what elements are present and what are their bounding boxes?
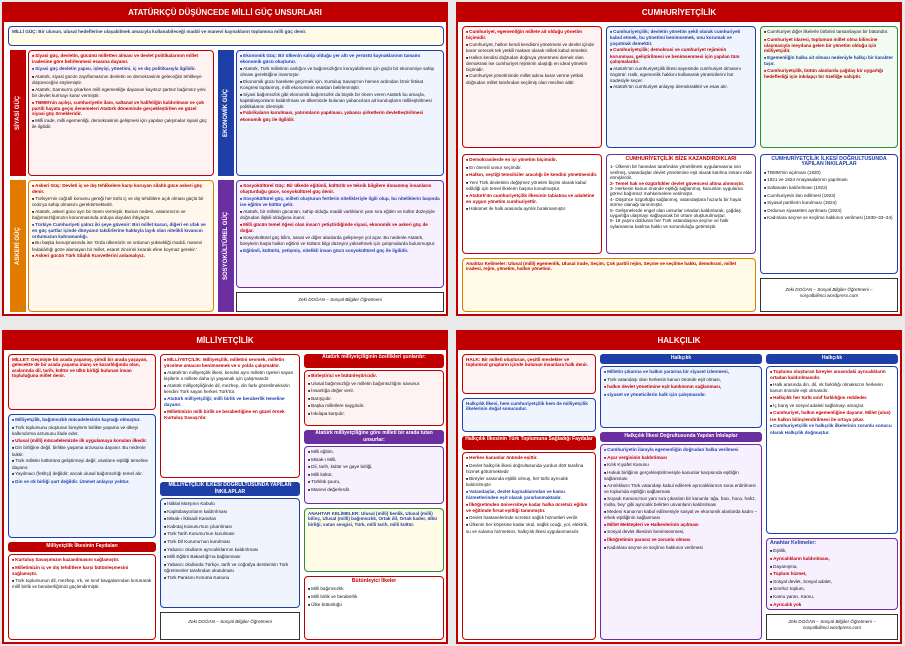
list-item: ■ Toplum hizmet, <box>770 571 894 577</box>
list-item: ■ Cumhuriyetçilik, bütün alanlarda çağdaş bir uygarlığı hedeflediği için inkılapçı bir özelliğe sahiptir. <box>764 68 894 80</box>
list-item: ■ Milli gücün temel öğesi olan insan'ı yetiştirdiğinde siyasi, ekonomik ve askeri güç de doğar. <box>240 222 440 234</box>
list-item: ■ Soyadı Kanunu'nun yanı sıra çıkarılan bir kanunla 'ağa, hacı, hoca, hafız, molla, bey' gibi ayrıcalık belirten unvanların kaldırılması <box>604 496 758 508</box>
list-item: ■ Kılık Kıyafet Kanunu <box>604 462 758 468</box>
list-item: ■ Sosyal devlet ilkesinin benimsenmesi, <box>604 529 758 535</box>
list-item: ■ Atatürk'ün cumhuriyetçilik ilkesinin tabiatına ve adaletine en uygun yönetim cumhuriyettir. <box>466 193 598 205</box>
anahtar-text: ANAHTAR KELİMELER: Ulusal (milli) benlik, Ulusal (milli) bilinç, Ulusal (milli) bağımsızlık, Ortak dil, Ortak kader, ülkü birliği, vatan sevgisi, Türk, milli tarih, milli kültür. <box>308 511 437 527</box>
list-item: ■ Yabancı okullarda Türkçe, tarih ve coğrafya derslerinin Türk öğretmenler tarafından okutulması <box>164 562 296 574</box>
list-item: ■ Din ve ırk birliği şart değildir. Ümmet anlayışı yoktur. <box>12 479 152 485</box>
list-item: 4- Düşünce özgürlüğü sağlanmış, vatandaşlara huzurlu bir hayat sürme olanağı tanınmıştır. <box>610 196 742 208</box>
list-item: ■ Yabancı okulların ayrıcalıklarının kaldırılması <box>164 547 296 553</box>
halkcilik-title: Halkçılık <box>600 354 762 364</box>
list-item: ■ Sosyokültürel güç, milleti oluşturan fertlerin nitelikleriyle ilgili olup, bu niteliklerin başında ise eğitim ve kültür gelir. <box>240 196 440 208</box>
list-item: ■ MİLLİYETÇİLİK: Milliyetçilik, milletini sevmek, milletin yücelme amacını benimsemek ve o yolda çalışmaktır. <box>164 357 296 369</box>
inkilaplar-box <box>160 498 300 608</box>
def-text: Halkçılık İlkesi, hem cumhuriyetçilik hem de milliyetçilik ilkelerinin doğal sonucudur. <box>466 401 588 412</box>
list-item: ■ Halkın kendisi doğrudan doğruya yönetmesi demek olan demokrasi ise cumhuriyet rejiminin ulaştığı en ideal yönetim biçimidir. <box>466 55 598 72</box>
list-item: ■ Cumhuriyetin ilan edilmesi (1923) <box>764 193 894 199</box>
list-item: ■ Misak-ı İktisadi Kararları <box>164 516 296 522</box>
list-item: ■ Milletimizin iç ve dış tehditlere karşı bütünleşmesini sağlamıştır. <box>12 565 152 577</box>
signature: Zeki DOĞAN – Sosyal Bilgiler Öğretmeni – sosyalbilimci.wordpress.com <box>766 614 898 640</box>
anahtar-title: Anahtar Kelimeler: <box>770 540 817 546</box>
anahtar-text: Anahtar Kelimeler: Ulusal (milli) egemenlik, Ulusal irade, Seçim, Çok partili rejim, Seçme ve seçilme hakkı, demokrasi, millet iradesi, rejim, yönetim, halkın yönetimi. <box>466 261 737 272</box>
list-item: ■ Milli Eğitim Bakanlığı'na bağlanması <box>164 554 296 560</box>
list-item: ■ Cumhuriyetin ilanıyla egemenliğin doğrudan halka verilmesi <box>604 447 758 453</box>
list-item: ■ Dayanışma, <box>770 564 894 570</box>
list-item: ■ Cumhuriyet, halkın egemenliğine dayanır. Millet (ulus) ise halkın bilinçlendirilmesi ile ortaya çıkar. <box>770 410 894 422</box>
list-item: ■ Sosyal devlet, Sosyal adalet, <box>770 579 894 585</box>
ekonomik-label: EKONOMİK GÜÇ <box>218 50 234 176</box>
toplum-title: Halkçılık İlkesinin Türk Toplumuna Sağladığı Faydalar <box>462 436 596 450</box>
list-item: ■ Atatürk, Türk milletinin varlığını ve bağımsızlığını koruyabilmesi için güçlü bir ekonomiye sahip olması gerektiğine inanmıştır. <box>240 66 440 78</box>
list-item: ■ Kabotaj Kanunu'nun çıkarılması <box>164 524 296 530</box>
panel-milli-guc <box>2 2 448 316</box>
signature: Zeki DOĞAN – Sosyal Bilgiler Öğretmeni <box>236 292 444 312</box>
list-item: 2- Temel hak ve özgürlükler devlet güvencesi altına alınmıştır. <box>610 180 745 186</box>
list-item: ■ Egemenliğin halka ait olması nedeniyle halkçı bir karakter taşır. <box>764 55 894 67</box>
list-item: ■ Halkçılık her türlü sınıf farklılığını reddeder. <box>770 395 894 401</box>
list-item: ■ Ulusal bağımsızlığı ve milletin bağımsızlığını savunur. <box>308 381 440 387</box>
sosyo-list <box>240 183 440 254</box>
sosyo-box <box>236 180 444 288</box>
list-item: ■ Kadınlara seçme ve seçilme hakkının verilmesi (1930–33–34) <box>764 215 894 221</box>
list-item: ■ Ordunun siyasetten ayrılması (1924) <box>764 208 894 214</box>
askeri-box <box>28 180 214 312</box>
millet-definition <box>8 354 156 410</box>
list-item: ■ siyaset ve yöneticilerin halk için çalışmasıdır. <box>604 392 758 398</box>
faydalar-title: Milliyetçilik İlkesinin Faydaları <box>8 542 156 552</box>
list-item: ■ Manevi değerlerdir. <box>308 487 440 493</box>
list-item: ■ Ülkenin her köşesine kadar okul, sağlık ocağı, yol, elektrik, su ve sulama hizmetinin, halkçılık ilkesi uygulanmasıdır. <box>466 522 592 534</box>
list-item: ■ Atatürk, siyasi gücün zayıflamasının devletin ve demokrasinin geleceğini tehlikeye düşüreceğini söylemiştir. <box>32 74 210 86</box>
list-item: ■ Hükümet ile halk arasında ayrılık bırakmamıştır. <box>466 206 598 212</box>
inkilaplar-title: CUMHURİYETÇİLİK İLKESİ DOĞRULTUSUNDA YAPILAN İNKILAPLAR <box>771 156 887 168</box>
milliyetcilik-box <box>160 354 300 478</box>
butunleyici-box <box>304 576 444 640</box>
panel-title: MİLLİYETÇİLİK <box>4 332 446 350</box>
list-item: ■ Siyasi bağımsızlık gibi ekonomik bağımsızlık da büyük bir önem veren Atatürk bu amaçla, kapitülasyonların kaldırılması ve ülkemizde bulunan yabancılara ait kuruluşların millileştirilmesi politikalarını izlemiştir. <box>240 92 440 109</box>
diger-ilkeler-box <box>760 26 898 148</box>
list-item: ■ İnsanlığa değer verir. <box>308 388 440 394</box>
milli-guc-definition <box>8 26 444 46</box>
list-item: ■ Kapitülasyonların kaldırılması <box>164 509 296 515</box>
list-item: ■ Saltanatın kaldırılması (1922) <box>764 185 894 191</box>
panel-cumhuriyetcilik <box>456 2 902 316</box>
list-item: ■ Toplumu oluşturan bireyler arasındaki ayrıcalıkların ortadan kaldırılmasıdır. <box>770 369 894 381</box>
list-item: ■ Ayrıcalık yok <box>770 602 894 608</box>
kazanimlar-box <box>606 154 756 254</box>
list-item: ■ Siyasal partilerin kurulması (1924) <box>764 200 894 206</box>
panel-title: HALKÇILIK <box>458 332 900 350</box>
list-item: ■ Ülke bütünlüğü <box>308 602 440 608</box>
list-item: ■ Türkiye'nin coğrafi konumu gereği her türlü iç ve dış tehditlere açık olması güçlü bir ordu'ya sahip olmasını gerektirmektedir. <box>32 196 210 208</box>
list-item: ■ Milli bağımsızlık <box>308 586 440 592</box>
list-item: ■ Kadınlara seçme ve seçilme hakkının verilmesi <box>604 545 758 551</box>
list-item: ■ Cumhuriyet, halkın kendi kendisini yönetmesi ve devlet içinde karar verecek tek yetkili makam olarak milleti kabul etmektir. <box>466 42 598 54</box>
list-item: ■ Cumhuriyetçilik ve halkçılık ilkelerinin zorunlu sonucu olarak Halkçılık doğmuştur. <box>770 423 894 435</box>
list-item: ■ 1921 ve 1924 Anayasalarının yapılması <box>764 177 894 183</box>
askeri-label: ASKERİ GÜÇ <box>10 180 26 312</box>
faydalar-box <box>8 554 156 640</box>
list-item: ■ İç barış ve sosyal adaleti sağlamayı amaçlar. <box>770 403 894 409</box>
list-item: ■ Hukuk birliğinin gerçekleştirilmesiyle kanunlar karşısında eşitliğin sağlanması <box>604 470 758 482</box>
ekonomik-list <box>240 53 440 122</box>
list-item: ■ İlköğretimden üniversiteye kadar halka ücretsiz eğitim ve eğitimde fırsat eşitliği tanınmıştır. <box>466 502 592 514</box>
list-item: ■ Devlet hastanelerinde ücretsiz sağlık hizmetleri verilir. <box>466 515 592 521</box>
list-item: ■ Fabrikaların kurulması, yatırımların yapılması, yabancı şirketlerin devletleştirilmesi ekonomik güç ile ilgilidir. <box>240 110 440 122</box>
list-item: ■ Atatürk milliyetçiliğinde dil, mezhep, din farkı gözetilmeksizin kendini Türk sayan herkes Türk'tür. <box>164 383 296 395</box>
anahtar-box <box>766 538 898 610</box>
list-item: ■ Millet Mektepleri ve Halkevlerinin açılması <box>604 522 758 528</box>
definition-text: MİLLET: Geçmişte bir arada yaşamış, şimdi bir arada yaşayan, gelecekte de bir arada yaşama inanç ve kararlılığında olan, aralarında dil, tarih, kültür ve ülkü birliği bulunan insan topluluğuna millet denir. <box>12 357 148 379</box>
panel-title: CUMHURİYETÇİLİK <box>458 4 900 22</box>
halk-definition <box>462 354 596 394</box>
list-item: ■ Atatürk, Samsun'a çıkarken milli egemenliğe dayanan kayıtsız şartsız bağımsız yeni bir devlet kurmayı karar vermiştir. <box>32 87 210 99</box>
list-item: ■ Azınlıkların Türk vatandaşı kabul edilerek ayrıcalıklarının sona erdirilmesi ve toplumda eşitliğin sağlanması <box>604 483 758 495</box>
list-item: ■ Ayrıcalıkların kaldırılması, <box>770 556 894 562</box>
list-item: ■ Atatürk milliyetçiliği; milli birlik ve beraberlik temeline dayanır. <box>164 396 296 408</box>
cumhuriyet-box <box>462 26 602 148</box>
list-item: ■ Siyasi güç, devletin, gücünü milletten alması ve devlet politikalarının millet iradesine göre belirlenmesi esasına dayanır. <box>32 53 210 65</box>
sosyo-label: SOSYOKÜLTÜREL GÜÇ <box>218 180 234 312</box>
list-item: ■ Sosyokültürel güç bilim, sanat ve diğer alanlarda gelişmeye yol açar. Bu nedenle Atatürk, bireylerin başta halkın eğitimi ve kültürü bilgi düzeyini yükseltmek için çalışmalarda bulunmuştur. <box>240 235 440 247</box>
signature: Zeki DOĞAN – Sosyal Bilgiler Öğretmeni – sosyalbilimci.wordpress.com <box>760 278 898 312</box>
list-item: ■ Dil, tarih, kültür ve gaye birliği, <box>308 464 440 470</box>
list-item: ■ Cumhuriyet idaresi, toplumun millet olma bilincine ulaşmasıyla meydana gelen bir yönetim olduğu için milliyetçidir. <box>764 37 894 54</box>
panel-title: ATATÜRKÇÜ DÜŞÜNCEDE MİLLİ GÜÇ UNSURLARI <box>4 4 446 22</box>
right-title: Halkçılık <box>766 354 898 364</box>
list-item: ■ Din birliğine değil, birlikte yaşama arzusuna dayanır. Bu nedenle laiktir. <box>12 445 152 457</box>
inkilaplar-box <box>760 154 898 274</box>
list-item: ■ Ulusal (milli) mücadelemizde ilk uygulamaya konulan ilkedir. <box>12 438 152 444</box>
list-item: ■ Askeri gücün Türk Silahlı Kuvvetlerini anlamalıyız. <box>32 253 210 259</box>
cumhuriyetcilik-box <box>606 26 756 148</box>
list-item: ■ Türklük şuuru, <box>308 479 440 485</box>
right-box <box>766 366 898 534</box>
list-item: ■ Yayılmacı (fetihçi) değildir; ancak ulusal bağımsızlığı temel alır. <box>12 471 152 477</box>
list-item: ■ Siyasi güç devletin yapısı, işleyişi, yönetimi, iç ve dış politikasıyla ilgilidir. <box>32 66 210 72</box>
list-item: ■ Sosyokültürel Güç: Bir ülkede eğitimli, kültürlü ve teknik bilgilere donanmış insanların oluşturduğu güce, sosyokültürel güç denir. <box>240 183 440 195</box>
list-item: ■ Bu başka konuşmasında ise 'Orda ülkemizin ve ordunun yüksekliği maddi, manevi fedakârlığı göze alamayan bir millet, esaret zincirini kırarak eline koymaz gerekir.' <box>32 240 210 252</box>
list-item: ■ Bireyler arasında eşitlik olmuş, her türlü ayrıcalık kaldırılmıştır <box>466 476 592 488</box>
list-item: ■ Milli birlik ve beraberlik <box>308 594 440 600</box>
butunleyici-title: Bütünleyici İlkeler <box>351 578 397 584</box>
list-item: ■ TBMM'nin açılışı, cumhuriyetin ilanı, saltanat ve halifeliğin kaldırılması ve çok partili hayata geçiş denemeleri Atatürk döneminde gerçekleştirilen en güzel siyasi güç örnekleridir. <box>32 100 210 117</box>
demokrasi-box <box>462 154 602 254</box>
list-item: ■ Milli irade, milli egemenliği, demokrasinin gelişmesi için yapılan çalışmalar siyasi güç ile ilgilidir. <box>32 118 210 130</box>
list-item: 5- Gelişmelerde engel olan unsurlar ortadan kaldırılarak, çağdaş uygarlığa ulaşmayı sağlayacak bir ortam oluşturulmuştur. <box>610 207 741 219</box>
list-item: ■ Askeri Güç: Devleti iç ve dış tehlikelere karşı koruyan silahlı güce askeri güç denir. <box>32 183 210 195</box>
list-item: ■ Vatandaşlar, devlet kaynaklarından ve kamu hizmetlerinden eşit olarak yararlanmaktadır. <box>466 489 592 501</box>
list-item: ■ İlköğretimin parasız ve zorunlu olması <box>604 537 758 543</box>
askeri-list <box>32 183 210 260</box>
ozellikler-box <box>8 414 156 538</box>
list-item: ■ Türk milletin kültürünü geliştirmeyi değil, ulusların eşitliği temeline dayanır. <box>12 458 152 470</box>
inkilaplar-title: MİLLİYETÇİLİK İLKESİ DOĞRULTUSUNDA YAPILAN İNKILAPLAR <box>160 482 300 496</box>
list-item: ■ Barışçıdır. <box>308 396 440 402</box>
inkilaplar-box <box>600 444 762 640</box>
list-item: ■ Cumhuriyetçilik; devletin yönetim şekli olarak cumhuriyeti kabul etmek, bu yönetimi benimsemek, onu korumak ve yaşatmak demektir. <box>610 29 752 46</box>
list-item: ■ Türk toplumunun dil, mezhep, ırk, ve sınıf kavgalarından korunarak millî birlik ve beraberliğimizi güçlendirmiştir. <box>12 578 152 590</box>
list-item: ■ Türk Parasını Koruma Kanunu <box>164 575 296 581</box>
list-item: ■ Demokrasilerde en iyi yönetim biçimidir. <box>466 157 598 163</box>
list-item: 3- Herkesin kanun önünde eşitliği sağlanmış, kanunları uygulama görevi bağımsız mahkemelere verilmiştir. <box>610 186 743 197</box>
list-item: ■ Kamu yararı, Kamu, <box>770 594 894 600</box>
list-item: ■ Kurtuluş Savaşımızın kazanılmasını sağlamıştır. <box>12 557 152 563</box>
list-item: ■ Devlet halkçılık ilkesi doğrultusunda yurdun dört tarafına hizmet götürmektedir <box>466 463 592 475</box>
list-item: 6- 18 yaşını dolduran her Türk vatandaşına seçme ve halk oylamasına katılma hakkı ve sorumluluğu getirmiştir. <box>610 218 729 229</box>
list-item: ■ Misak-ı Milli, <box>308 457 440 463</box>
list-item: ■ Milletimizin milli birlik ve beraberliğine en güzel örnek Kurtuluş Savaşı'dır. <box>164 409 296 421</box>
list-item: 1- Ülkenin bir hanedan tarafından yönetilmesi uygulamasına son verilmiş, vatandaşlar devlet yönetimine eşit olarak katılma imkanı elde etmişlerdir. <box>610 164 752 181</box>
ozel-box <box>304 370 444 426</box>
toplum-box <box>462 452 596 640</box>
unsur-title: Atatürk milliyetçiliğine göre milleti bir arada tutan unsurlar: <box>304 430 444 444</box>
list-item: ■ Atatürk'ün cumhuriyet anlayışı demokratiktir ve esas alır. <box>610 84 752 90</box>
list-item: ■ Eşitlik, <box>770 548 894 554</box>
list-item: ■ Birleştirici ve bütünleştiricidir. <box>308 373 440 379</box>
list-item: ■ Medeni Kanun'un kabul edilmesiyle sosyal ve ekonomik alanlarda kadın – erkek eşitliğinin sağlanması <box>604 509 758 521</box>
list-item: ■ En önemli unsur seçimdir. <box>466 165 598 171</box>
definition-text: HALK: Bir milleti oluşturan, çeşitli meslekler ve toplumsal grupların içinde bulunan insanlara halk denir. <box>466 357 589 368</box>
ekonomik-box <box>236 50 444 176</box>
list-item: ■ Ekonomik gücü harekete geçirmek için, Kurtuluş Savaşı'nın hemen ardından İzmir İktisat Kongresi toplanmış, milli ekonominin esasları belirlenmiştir. <box>240 79 440 91</box>
list-item: ■ İstiklal Marşının Kabulü <box>164 501 296 507</box>
list-item: ■ Milli eğitim, <box>308 449 440 455</box>
list-item: ■ Ekonomik Güç: Bir ülkenin sahip olduğu yer altı ve yerüstü kaynaklarının tamamı ekonomik gücü oluşturur. <box>240 53 440 65</box>
panel-halkcilik <box>456 330 902 644</box>
list-item: ■ Türk toplumunu oluşturan bireylerin birlikte yaşama ve ülkeyi kalkındırma arzusunu ifade eder. <box>12 425 152 437</box>
list-item: ■ Başka milletlere saygılıdır. <box>308 403 440 409</box>
halkcilik-def <box>462 398 596 432</box>
inkilaplar-title: Halkçılık İlkesi Doğrultusunda Yapılan İnkılaplar <box>600 432 762 442</box>
list-item: ■ Atatürk, bir milletin gücünün, sahip olduğu maddi varlıkların yanı sıra eğitim ve kültür düzeyiyle doğrudan ilişkili olduğuna inanır. <box>240 209 440 221</box>
unsur-box <box>304 446 444 504</box>
list-item: ■ Atatürk'ün milliyetçilik ilkesi, kendini aynı milletin üyeleri sayan kişilerin o millete daha iyi yaşamak için çalışmasıdır. <box>164 370 296 382</box>
list-item: ■ Milliyetçilik, bağımsızlık mücadelesinin kaynağı olmuştur. <box>12 417 152 423</box>
list-item: ■ Sınıfsız toplum, <box>770 586 894 592</box>
list-item: ■ Milli kültür, <box>308 472 440 478</box>
anahtar-box <box>304 508 444 572</box>
siyasi-label: SİYASİ GÜÇ <box>10 50 26 176</box>
list-item: ■ TBMM'nin açılması (1920) <box>764 170 894 176</box>
anahtar-kelimeler-box <box>462 258 756 312</box>
list-item: ■ Halk arasında din, dil, ırk farklılığı olmaksızın herkesin kanun önünde eşit olmasıdır. <box>770 382 894 394</box>
list-item: ■ Atatürk, askeri güce ayrı bir önem vermiştir. Bunun nedeni, vatanımızın ve bağımsızlığımızın korunmasında orduya duyulan ihtiyaçtır. <box>32 209 210 221</box>
list-item: ■ Milletin çıkarına ve halkın yararına bir siyaset izlenmesi, <box>604 369 758 375</box>
list-item: ■ Yeni Türk devletinin değişmez yönetim biçimi olarak kabul edildiği için temel ilkelerin başına konulmuştur. <box>466 180 598 192</box>
halkcilik-box <box>600 366 762 428</box>
list-item: ■ Türk vatandaşı olan herkesin kanun önünde eşit olması, <box>604 377 758 383</box>
panel-milliyetcilik <box>2 330 448 644</box>
kazanimlar-title: CUMHURİYETÇİLİK BİZE KAZANDIRDIKLARI <box>625 156 737 162</box>
siyasi-list <box>32 53 210 130</box>
list-item: ■ Aşar vergisinin kaldırılması <box>604 455 758 461</box>
siyasi-box <box>28 50 214 176</box>
list-item: ■ Cumhuriyet diğer ilkelerle birbirini tamamlayan bir bütündür. <box>764 29 894 35</box>
list-item: ■ halkın devlet yönetimine eşit katılımının sağlanması, <box>604 384 758 390</box>
list-item: ■ Herkes kanunlar önünde eşittir. <box>466 455 592 461</box>
list-item: ■ Cumhuriyet yönetiminde millet adına karar verme yetkisi doğrudan millet tarafından seçilmiş olan meclise aittir. <box>466 73 598 85</box>
signature: Zeki DOĞAN – Sosyal Bilgiler Öğretmeni <box>160 612 300 640</box>
list-item: ■ Türkiye Cumhuriyeti yalnız iki şeye güvenir: Biri millet kararı, diğeri en ufak ve en güç şartlar içinde dünyanın takdirlerine hakkıyla layık olan nitelikli kıvancın ordumuzun kahramanlığı. <box>32 222 210 239</box>
list-item: ■ Atatürk'ün cumhuriyetçilik ilkesi sayesinde cumhuriyet olmasını öngörür. Halk, egemenlik hakkını kullanarak yöneticilerini hür iradesiyle seçer. <box>610 66 752 83</box>
list-item: ■ Cumhuriyet, egemenliğin millete ait olduğu yönetim biçimidir. <box>466 29 598 41</box>
list-item: ■ Eğitimli, kültürlü, yetişmiş, nitelikli insan gücü sosyokültürel güç ile ilgilidir. <box>240 248 440 254</box>
list-item: ■ Türk Dil Kurumu'nun kurulması <box>164 539 296 545</box>
list-item: ■ Halkın, seçtiği temsilciler aracılığı ile kendini yönetmesidir. <box>466 172 598 178</box>
ozel-title: Atatürk milliyetçiliğinin özellikleri şunlardır: <box>304 354 444 368</box>
definition-text: MİLLİ GÜÇ: Bir ulusun, ulusal hedeflerine ulaşabilmek amacıyla kullanabileceği maddi ve manevi kaynakların toplamına milli güç denir. <box>12 29 307 34</box>
list-item: ■ Cumhuriyetçilik; demokrasi ve cumhuriyet rejiminin korunması, geliştirilmesi ve benimsenmesi için yapılan tüm çalışmalardır. <box>610 47 752 64</box>
list-item: ■ İnkılapa karşıdır. <box>308 411 440 417</box>
list-item: ■ Türk Tarih Kurumu'nun kurulması <box>164 531 296 537</box>
